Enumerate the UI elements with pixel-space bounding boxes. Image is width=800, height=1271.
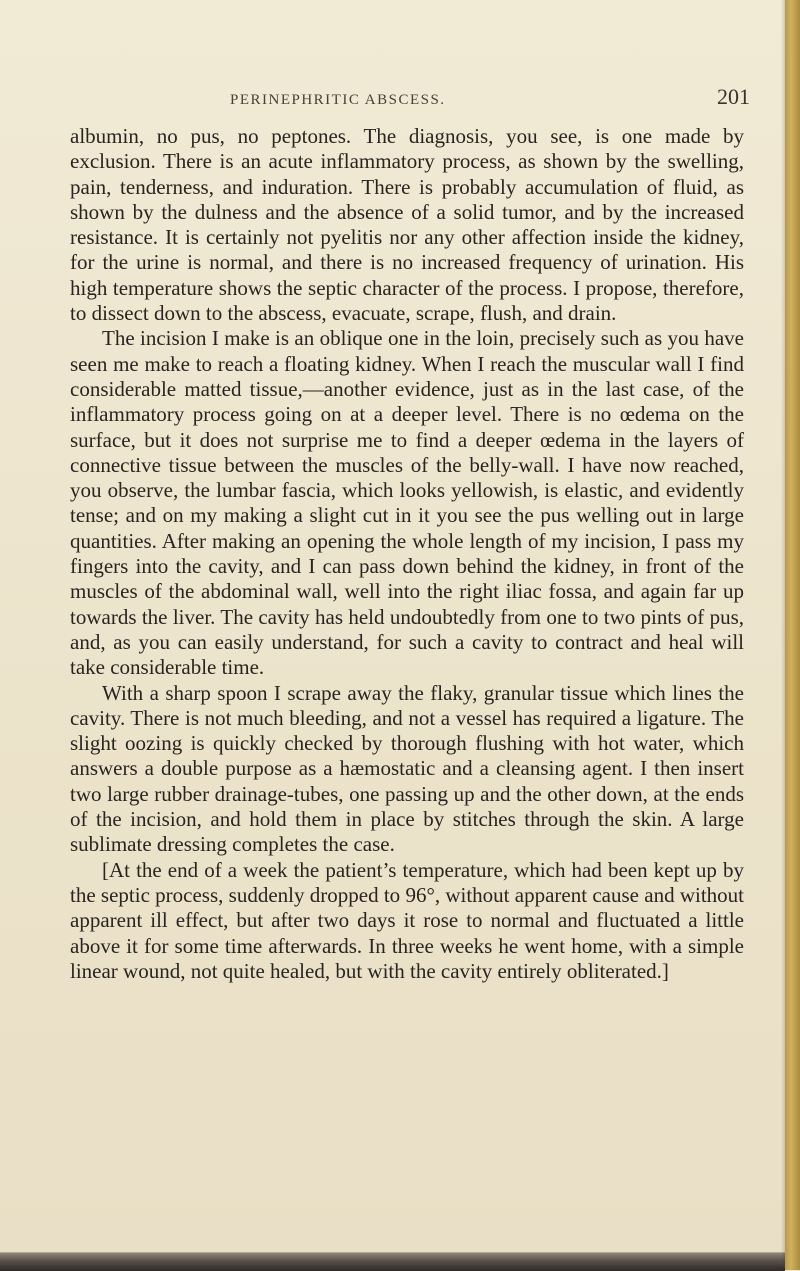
page-header xyxy=(230,82,750,114)
page-number: 201 xyxy=(717,84,750,109)
body-text xyxy=(70,124,744,984)
paragraph: With a sharp spoon I scrape away the flaky, granular tissue which lines the cavity. There is not much bleeding, and not a vessel has required a ligature. The slight oozing is quickly checked by thorough flushing with hot water, which answers a double purpose as a hæmostatic and a cleansing agent. I then insert two large rubber drainage-tubes, one passing up and the other down, at the ends of the incision, and hold them in place by stitches through the skin. A large sublimate dressing completes the case. xyxy=(70,680,744,857)
scan-bottom-edge xyxy=(0,1252,785,1271)
running-title: PERINEPHRITIC ABSCESS. xyxy=(230,92,446,108)
book-edge-strip xyxy=(785,0,800,1270)
paragraph: The incision I make is an oblique one in the loin, precisely such as you have seen me make to reach a floating kidney. When I reach the muscular wall I find considerable matted tissue,—another evidence, just as in the last case, of the inflammatory process going on at a deeper level. There is no œdema on the surface, but it does not surprise me to find a deeper œdema in the layers of connective tissue between the muscles of the belly-wall. I have now reached, you observe, the lumbar fascia, which looks yellowish, is elastic, and evidently tense; and on my making a slight cut in it you see the pus welling out in large quantities. After making an opening the whole length of my incision, I pass my fingers into the cavity, and I can pass down behind the kidney, in front of the muscles of the abdominal wall, well into the right iliac fossa, and again far up towards the liver. The cavity has held undoubtedly from one to two pints of pus, and, as you can easily understand, for such a cavity to contract and heal will take considerable time. xyxy=(70,326,744,680)
paragraph: albumin, no pus, no peptones. The diagnosis, you see, is one made by exclusion. There is an acute inflammatory process, as shown by the swelling, pain, tenderness, and induration. There is probably accumulation of fluid, as shown by the dulness and the absence of a solid tumor, and by the increased resistance. It is certainly not pyelitis nor any other affection inside the kidney, for the urine is normal, and there is no increased frequency of urination. His high temperature shows the septic character of the process. I propose, therefore, to dissect down to the abscess, evacuate, scrape, flush, and drain. xyxy=(70,124,744,326)
paragraph: [At the end of a week the patient’s temperature, which had been kept up by the septic process, suddenly dropped to 96°, without apparent cause and without apparent ill effect, but after two days it rose to normal and fluctuated a little above it for some time afterwards. In three weeks he went home, with a simple linear wound, not quite healed, but with the cavity entirely obliterated.] xyxy=(70,857,744,983)
